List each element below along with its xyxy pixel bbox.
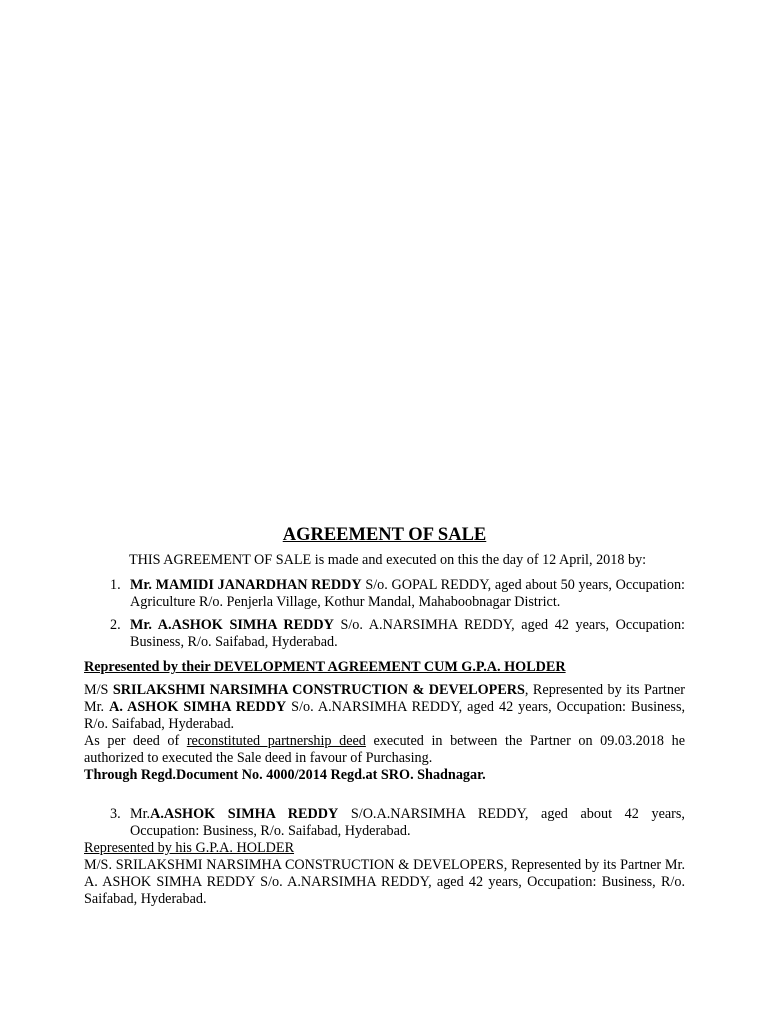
firm-paragraph: M/S SRILAKSHMI NARSIMHA CONSTRUCTION & DEVELOPERS, Represented by its Partner Mr. A. ASHOK SIMHA REDDY S/o. A.NARSIMHA REDDY, aged 42 years, Occupation: Business, R/o. Saifabad, Hyderabad.: [84, 682, 686, 732]
party-item-3: 3. Mr.A.ASHOK SIMHA REDDY S/O.A.NARSIMHA REDDY, aged about 42 years, Occupation: Business, R/o. Saifabad, Hyderabad.: [110, 806, 685, 839]
deed-reference: reconstituted partnership deed: [186, 733, 366, 749]
party-number: 1.: [110, 577, 121, 593]
partner-name: A. ASHOK SIMHA REDDY: [109, 699, 287, 715]
gpa-heading: Represented by his G.P.A. HOLDER: [84, 840, 295, 856]
registration-line: Through Regd.Document No. 4000/2014 Regd.at SRO. Shadnagar.: [84, 767, 486, 783]
party-item-1: [84, 577, 685, 611]
party-details: S/o. GOPAL REDDY, aged about 50 years, Occupation: Agriculture R/o. Penjerla Village, Kothur Mandal, Mahaboobnagar District.: [130, 577, 685, 610]
firm-name: SRILAKSHMI NARSIMHA CONSTRUCTION & DEVELOPERS: [112, 682, 525, 698]
document-title: AGREEMENT OF SALE: [282, 525, 487, 545]
intro-paragraph: THIS AGREEMENT OF SALE is made and executed on this the day of 12 April, 2018 by:: [129, 552, 647, 568]
party-details: S/o. A.NARSIMHA REDDY, aged 42 years, Occupation: Business, R/o. Saifabad, Hyderabad.: [130, 617, 685, 650]
party-details: S/O.A.NARSIMHA REDDY, aged about 42 years, Occupation: Business, R/o. Saifabad, Hyderabad.: [130, 806, 685, 839]
agreement-body: [84, 524, 685, 908]
deed-paragraph: As per deed of reconstituted partnership deed executed in between the Partner on 09.03.2018 he authorized to executed the Sale deed in favour of Purchasing.: [84, 733, 686, 766]
party-name: Mr. A.ASHOK SIMHA REDDY: [130, 617, 334, 633]
party-name: A.ASHOK SIMHA REDDY: [150, 806, 339, 822]
final-paragraph: M/S. SRILAKSHMI NARSIMHA CONSTRUCTION & DEVELOPERS, Represented by its Partner Mr. A. ASHOK SIMHA REDDY S/o. A.NARSIMHA REDDY, aged 42 years, Occupation: Business, R/o. Saifabad, Hyderabad.: [84, 857, 685, 907]
party-name: Mr. MAMIDI JANARDHAN REDDY: [130, 577, 362, 593]
party-number: 2.: [110, 617, 121, 633]
party-item-2: [84, 617, 685, 651]
represented-heading: Represented by their DEVELOPMENT AGREEMENT CUM G.P.A. HOLDER: [84, 659, 566, 675]
party-number: 3.: [110, 806, 121, 822]
